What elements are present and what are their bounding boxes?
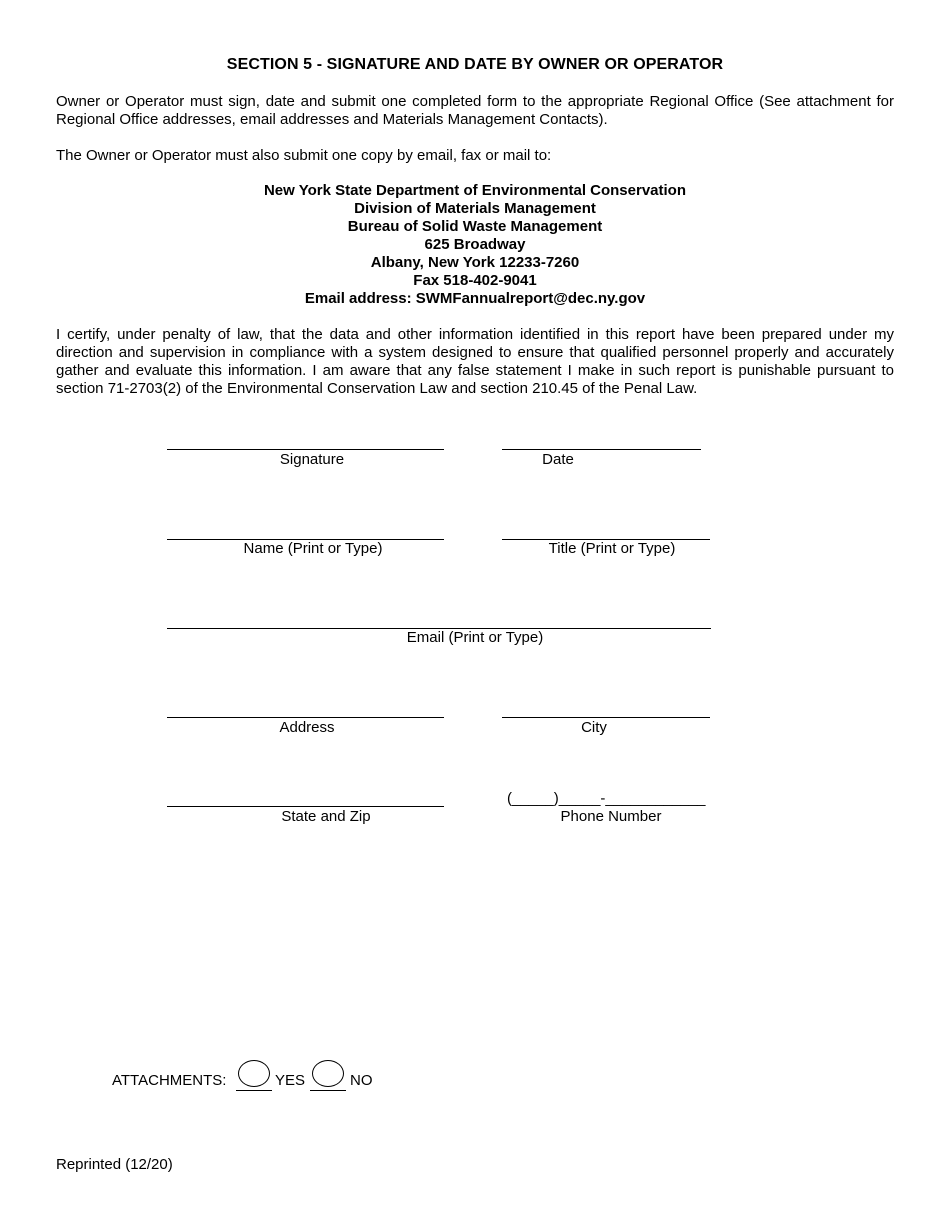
address-line: New York State Department of Environmental Conservation [263, 182, 687, 199]
intro-paragraph: Owner or Operator must sign, date and submit one completed form to the appropriate Regional Office (See attachment for Regional Office addresses, email addresses and Materials Management Contacts). [56, 93, 894, 128]
phone-label: Phone Number [560, 808, 662, 825]
reprint-footer: Reprinted (12/20) [56, 1156, 173, 1173]
attachments-yes-radio[interactable] [238, 1060, 270, 1087]
no-underline [310, 1090, 346, 1091]
address-line: Fax 518-402-9041 [413, 272, 537, 289]
address-line: 625 Broadway [424, 236, 526, 253]
address-line: Bureau of Solid Waste Management [347, 218, 603, 235]
address-line: Email address: SWMFannualreport@dec.ny.gov [304, 290, 646, 307]
address-label: Address [279, 719, 335, 736]
title-label: Title (Print or Type) [548, 540, 676, 557]
copy-instruction: The Owner or Operator must also submit one copy by email, fax or mail to: [56, 147, 552, 164]
city-line[interactable] [502, 717, 710, 718]
attachments-no-radio[interactable] [312, 1060, 344, 1087]
city-label: City [581, 719, 607, 736]
attachments-yes-label: YES [275, 1072, 306, 1089]
signature-line[interactable] [167, 449, 444, 450]
address-line-field[interactable] [167, 717, 444, 718]
phone-field[interactable]: (_____)_____-____________ [507, 790, 706, 807]
signature-label: Signature [279, 451, 345, 468]
email-label: Email (Print or Type) [406, 629, 544, 646]
state-zip-line[interactable] [167, 806, 444, 807]
attachments-label: ATTACHMENTS: [112, 1072, 227, 1089]
attachments-no-label: NO [350, 1072, 373, 1089]
date-label: Date [542, 451, 574, 468]
address-block [0, 182, 950, 308]
yes-underline [236, 1090, 272, 1091]
section-title: SECTION 5 - SIGNATURE AND DATE BY OWNER OR OPERATOR [226, 56, 724, 73]
state-zip-label: State and Zip [281, 808, 371, 825]
address-line: Albany, New York 12233-7260 [370, 254, 580, 271]
certification-text: I certify, under penalty of law, that the data and other information identified in this report have been prepared under my direction and supervision in compliance with a system designed to ensure that qualified personnel properly and accurately gather and evaluate this information. I am aware that any false statement I make in such report is punishable pursuant to section 71-2703(2) of the Environmental Conservation Law and section 210.45 of the Penal Law. [56, 326, 894, 397]
address-line: Division of Materials Management [354, 200, 596, 217]
name-label: Name (Print or Type) [243, 540, 383, 557]
date-line[interactable] [502, 449, 701, 450]
